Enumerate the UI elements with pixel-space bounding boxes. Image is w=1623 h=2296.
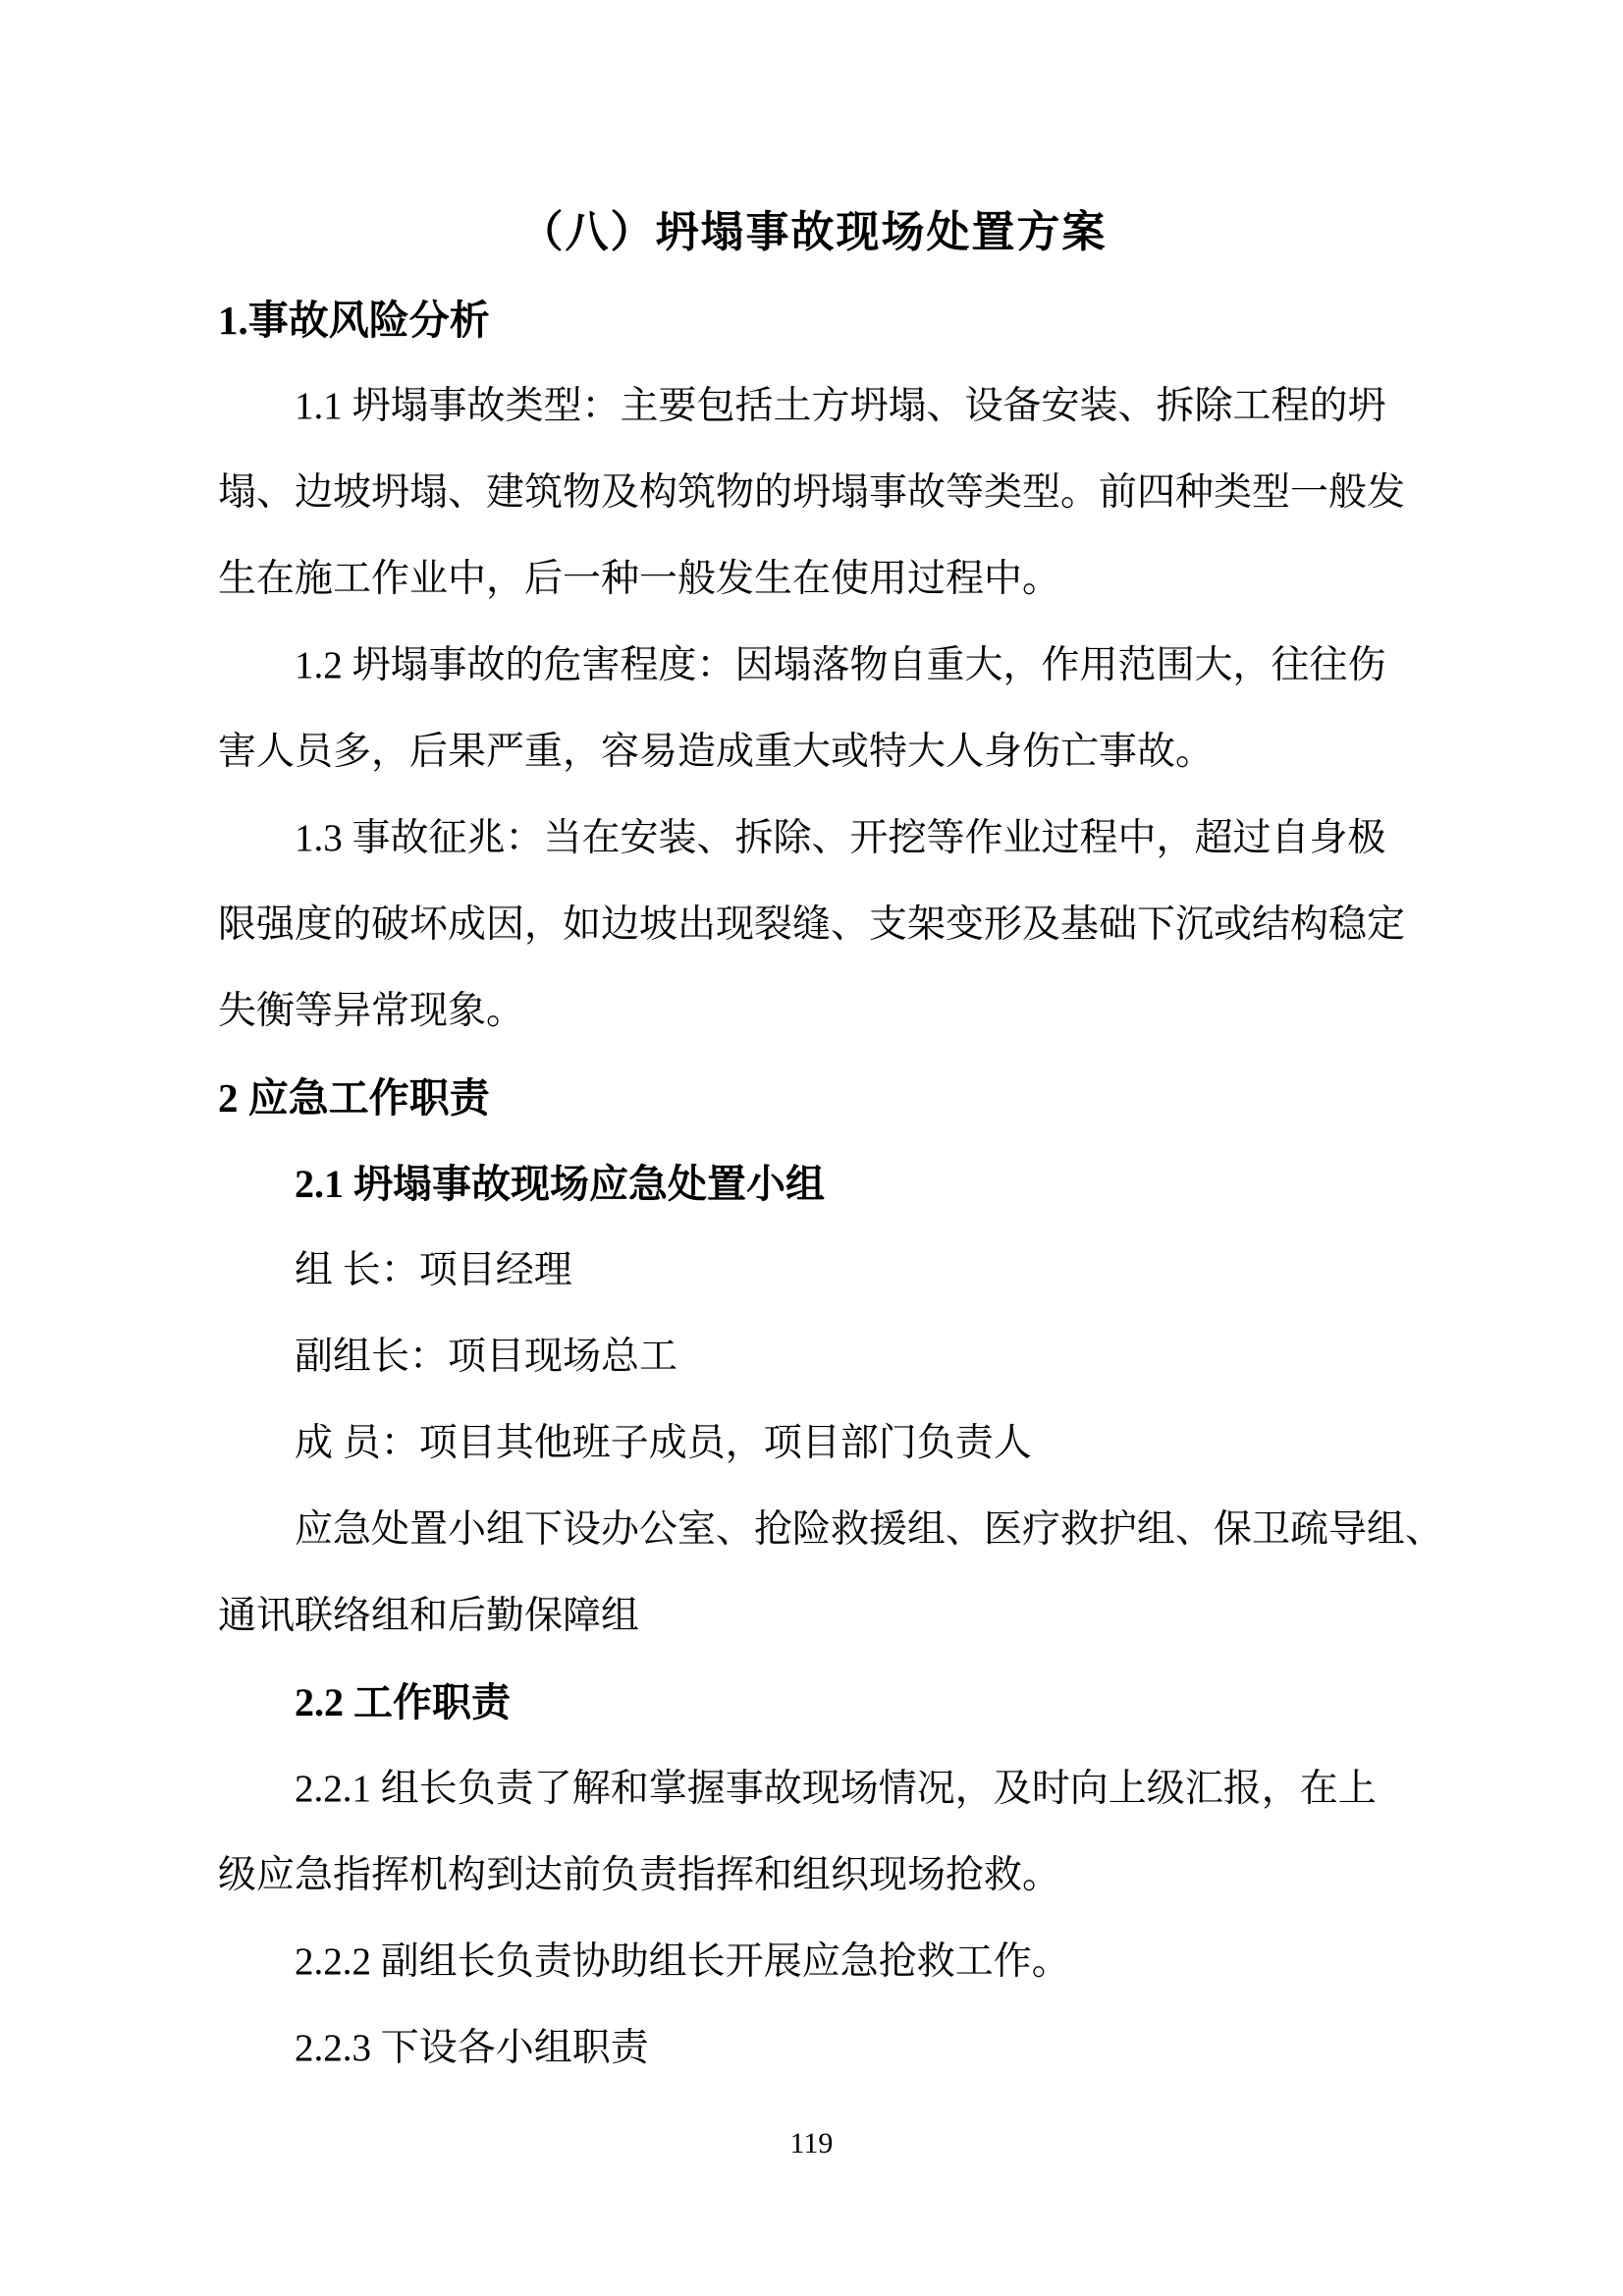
para-collapse-types-line-3: 生在施工作业中，后一种一般发生在使用过程中。 — [218, 558, 1061, 600]
para-leader-duty-line-2: 级应急指挥机构到达前负责指挥和组织现场抢救。 — [218, 1854, 1061, 1896]
para-collapse-types-line-1: 1.1 坍塌事故类型：主要包括土方坍塌、设备安装、拆除工程的坍 — [295, 385, 1386, 427]
para-deputy-duty-line: 2.2.2 副组长负责协助组长开展应急抢救工作。 — [295, 1941, 1070, 1983]
subsection-heading-response-team: 2.1 坍塌事故现场应急处置小组 — [295, 1162, 825, 1206]
para-subgroups-line-2: 通讯联络组和后勤保障组 — [218, 1595, 640, 1637]
para-hazard-degree-line-2: 害人员多，后果严重，容易造成重大或特大人身伤亡事故。 — [218, 731, 1215, 773]
subsection-heading-work-duties: 2.2 工作职责 — [295, 1680, 511, 1724]
para-subgroups-line-1: 应急处置小组下设办公室、抢险救援组、医疗救护组、保卫疏导组、 — [295, 1508, 1444, 1551]
para-accident-signs-line-3: 失衡等异常现象。 — [218, 990, 525, 1032]
doc-title: （八）坍塌事故现场处置方案 — [519, 208, 1108, 256]
para-subgroup-duties-line: 2.2.3 下设各小组职责 — [295, 2027, 649, 2069]
members-line: 成 员：项目其他班子成员，项目部门负责人 — [295, 1422, 1032, 1464]
deputy-leader-line: 副组长：项目现场总工 — [295, 1336, 678, 1378]
team-leader-line: 组 长：项目经理 — [295, 1249, 572, 1291]
section-heading-emergency-duties: 2 应急工作职责 — [218, 1075, 490, 1121]
para-accident-signs-line-2: 限强度的破坏成因，如边坡出现裂缝、支架变形及基础下沉或结构稳定 — [218, 903, 1406, 946]
page-number: 119 — [789, 2127, 834, 2159]
para-accident-signs-line-1: 1.3 事故征兆：当在安装、拆除、开挖等作业过程中，超过自身极 — [295, 817, 1386, 859]
section-heading-risk-analysis: 1.事故风险分析 — [218, 298, 490, 343]
document-content — [218, 189, 1444, 2092]
para-collapse-types-line-2: 塌、边坡坍塌、建筑物及构筑物的坍塌事故等类型。前四种类型一般发 — [218, 471, 1406, 514]
para-hazard-degree-line-1: 1.2 坍塌事故的危害程度：因塌落物自重大，作用范围大，往往伤 — [295, 644, 1386, 686]
para-leader-duty-line-1: 2.2.1 组长负责了解和掌握事故现场情况，及时向上级汇报，在上 — [295, 1768, 1377, 1810]
